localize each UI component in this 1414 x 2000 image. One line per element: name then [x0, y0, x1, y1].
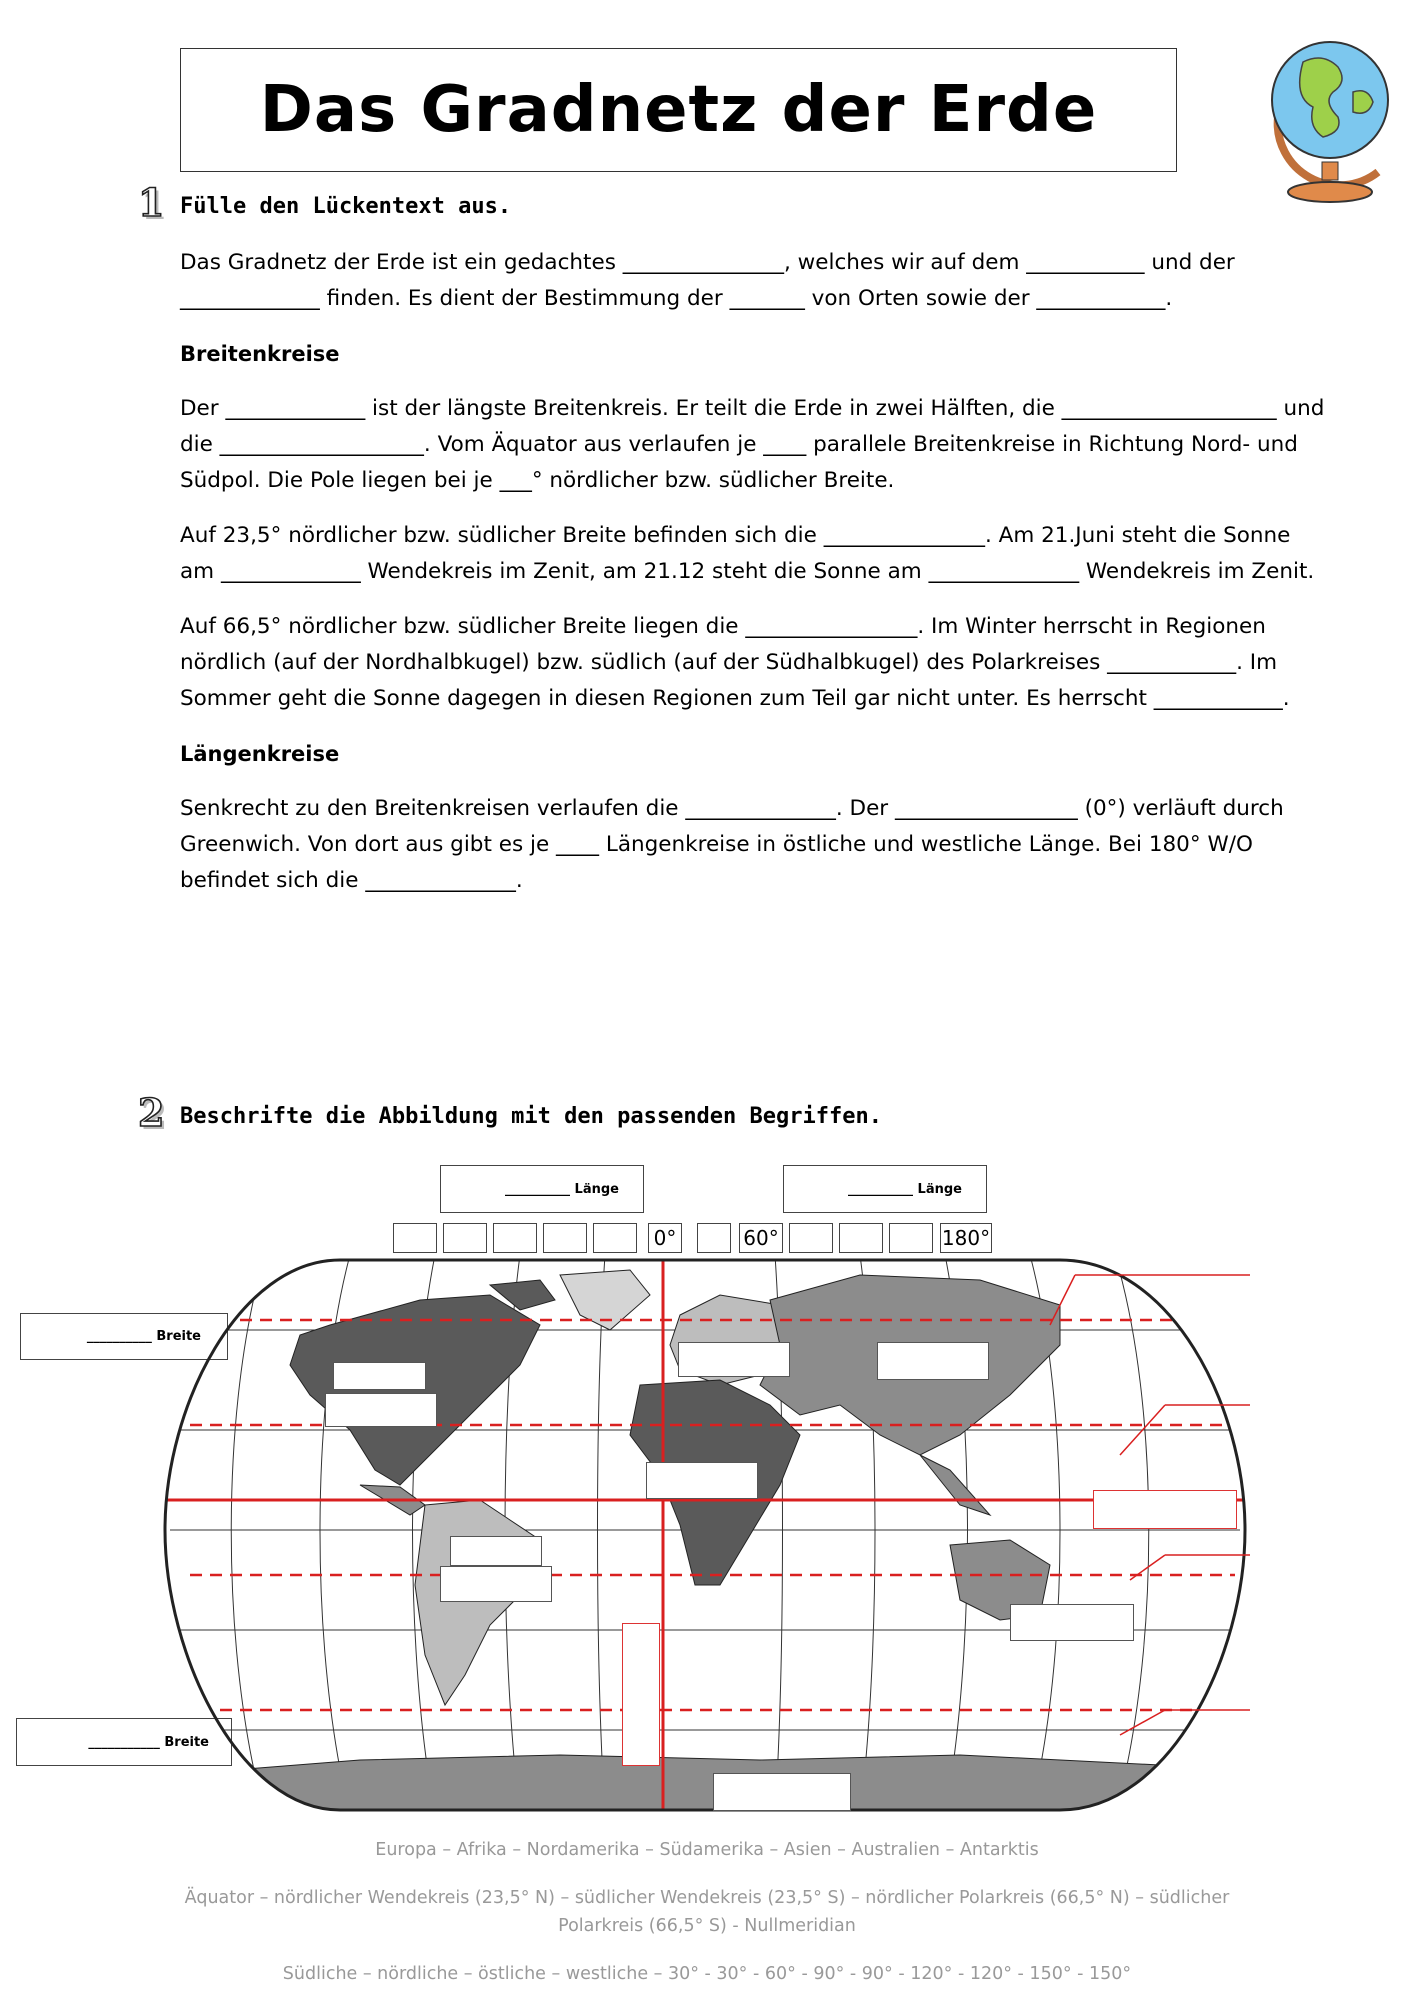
cloze-paragraph-1: Das Gradnetz der Erde ist ein gedachtes _______________, welches wir auf dem ___________ und der _____________ finden. Es dient der Bestimmung der _______ von Orten sowie der ____________. — [180, 250, 1235, 311]
map-label-box-asia[interactable] — [877, 1342, 989, 1380]
map-label-box-north-america-2[interactable] — [325, 1393, 437, 1427]
antarctica-shape — [170, 1755, 1240, 1815]
task-number-2: 2 — [138, 1090, 165, 1135]
degree-180-box: 180° — [940, 1223, 992, 1253]
south-america-shape — [415, 1500, 540, 1705]
map-label-box-africa[interactable] — [646, 1462, 758, 1499]
page-title: Das Gradnetz der Erde — [259, 73, 1098, 147]
title-box — [180, 48, 1177, 172]
wordbank-lines: Äquator – nördlicher Wendekreis (23,5° N) – südlicher Wendekreis (23,5° S) – nördlicher Polarkreis (66,5° N) – südlicher Polarkreis (66,5° S) - Nullmeridian — [184, 1888, 1230, 1936]
breite-label-bottom[interactable]: ___________ Breite — [16, 1718, 232, 1766]
degree-box[interactable] — [889, 1223, 933, 1253]
cloze-paragraph-2: Der _____________ ist der längste Breitenkreis. Er teilt die Erde in zwei Hälften, die ____________________ und die ___________________. Vom Äquator aus verlaufen je ____ parallele Breitenkreise in Richtung Nord- und Südpol. Die Pole liegen bei je ___° nördlicher bzw. südlicher Breite. — [180, 396, 1325, 493]
north-america-shape — [290, 1295, 540, 1485]
task-number-1: 1 — [138, 180, 165, 225]
breite-label-top[interactable]: __________ Breite — [20, 1313, 228, 1360]
cloze-paragraph-3: Auf 23,5° nördlicher bzw. südlicher Breite befinden sich die _______________. Am 21.Juni steht die Sonne am _____________ Wendekreis im Zenit, am 21.12 steht die Sonne am ______________ Wendekreis im Zenit. — [180, 523, 1315, 584]
cloze-paragraph-5: Senkrecht zu den Breitenkreisen verlaufen die ______________. Der _________________ (0°) verläuft durch Greenwich. Von dort aus gibt es je ____ Längenkreise in östliche und westliche Länge. Bei 180° W/O befindet sich die ______________. — [180, 796, 1284, 893]
degree-box[interactable] — [697, 1223, 731, 1253]
degree-box[interactable] — [493, 1223, 537, 1253]
degree-60-box: 60° — [739, 1223, 783, 1253]
world-map — [160, 1255, 1250, 1815]
map-label-box-equator[interactable] — [1093, 1490, 1237, 1529]
map-label-box-south-america-1[interactable] — [450, 1536, 542, 1566]
task-1-instruction: Fülle den Lückentext aus. — [180, 194, 512, 219]
degree-box[interactable] — [393, 1223, 437, 1253]
globe-icon — [1258, 22, 1408, 212]
degree-box[interactable] — [543, 1223, 587, 1253]
map-label-box-europe[interactable] — [678, 1342, 790, 1377]
wordbank-directions: Südliche – nördliche – östliche – westliche – 30° - 30° - 60° - 90° - 90° - 120° - 120° - 150° - 150° — [282, 1964, 1132, 1984]
laenge-label-left[interactable]: __________ Länge — [440, 1165, 644, 1213]
laenge-label-right[interactable]: __________ Länge — [783, 1165, 987, 1213]
wordbank-continents: Europa – Afrika – Nordamerika – Südamerika – Asien – Australien – Antarktis — [375, 1840, 1039, 1860]
cloze-paragraph-4: Auf 66,5° nördlicher bzw. südlicher Breite liegen die ________________. Im Winter herrscht in Regionen nördlich (auf der Nordhalbkugel) bzw. südlich (auf der Südhalbkugel) des Polarkreises ____________. Im Sommer geht die Sonne dagegen in diesen Regionen zum Teil gar nicht unter. Es herrscht ____________. — [180, 614, 1290, 711]
degree-box[interactable] — [789, 1223, 833, 1253]
map-label-box-antarctica[interactable] — [713, 1773, 851, 1811]
heading-breitenkreise: Breitenkreise — [180, 342, 340, 366]
heading-laengenkreise: Längenkreise — [180, 742, 340, 766]
map-label-box-meridian[interactable] — [622, 1623, 660, 1766]
degree-box[interactable] — [443, 1223, 487, 1253]
cloze-text — [180, 245, 1330, 918]
task-2-instruction: Beschrifte die Abbildung mit den passenden Begriffen. — [180, 1104, 882, 1129]
degree-box[interactable] — [593, 1223, 637, 1253]
degree-box[interactable] — [839, 1223, 883, 1253]
degree-0-box: 0° — [648, 1223, 682, 1253]
map-label-box-north-america-1[interactable] — [333, 1362, 426, 1390]
map-label-box-south-america-2[interactable] — [440, 1566, 552, 1602]
map-label-box-australia[interactable] — [1010, 1604, 1134, 1641]
